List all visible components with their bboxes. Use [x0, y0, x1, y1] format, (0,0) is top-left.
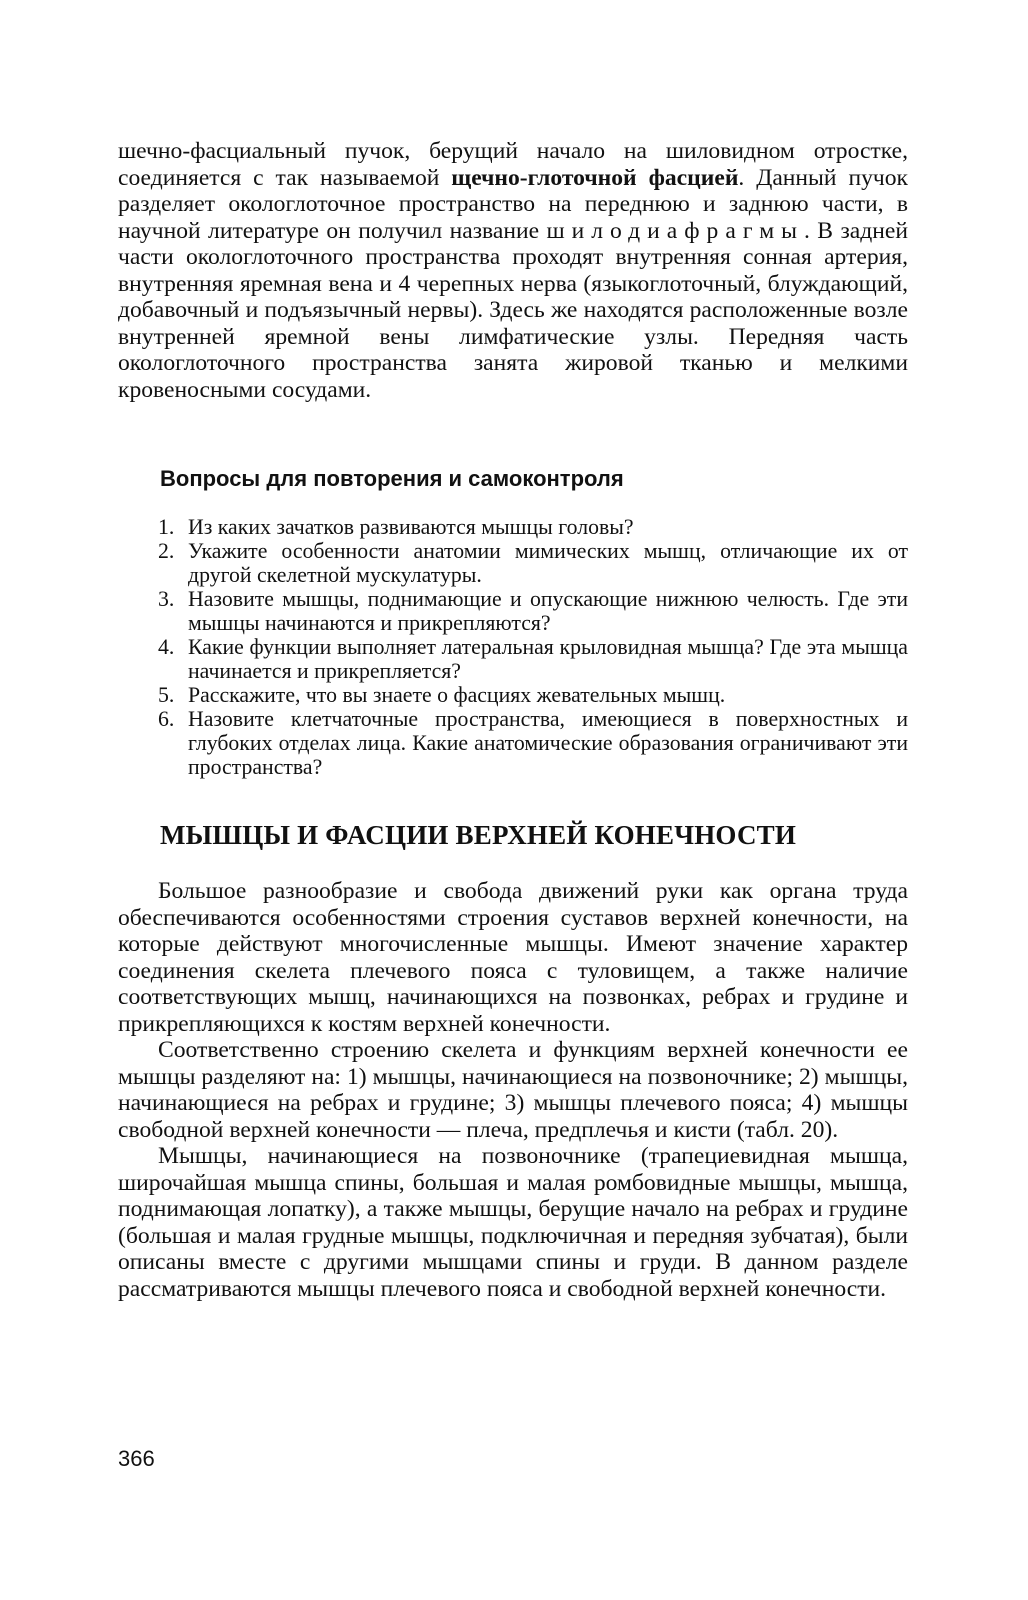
questions-block: [160, 466, 908, 492]
section-heading-block: [160, 820, 908, 851]
question-text: Какие функции выполняет латеральная крыловидная мышца? Где эта мышца начинается и прикрепляется?: [188, 635, 908, 683]
question-text: Назовите клетчаточные пространства, имеющиеся в поверхностных и глубоких отделах лица. Какие анатомические образования ограничивают эти пространства?: [188, 707, 908, 779]
question-number: 4.: [158, 635, 175, 659]
question-text: Назовите мышцы, поднимающие и опускающие нижнюю челюсть. Где эти мышцы начинаются и прикрепляются?: [188, 587, 908, 635]
question-text: Укажите особенности анатомии мимических мышц, отличающие их от другой скелетной мускулатуры.: [188, 539, 908, 587]
question-item: [158, 539, 908, 587]
spaced-term: шилодиафрагмы: [546, 217, 804, 244]
section-paragraph: Мышцы, начинающиеся на позвоночнике (трапециевидная мышца, широчайшая мышца спины, большая и малая ромбовидные мышцы, мышца, поднимающая лопатку), а также мышцы, берущие начало на ребрах и грудине (большая и малая грудные мышцы, подключичная и передняя зубчатая), были описаны вместе с другими мышцами спины и груди. В данном разделе рассматриваются мышцы плечевого пояса и свободной верхней конечности.: [118, 1143, 908, 1302]
question-item: [158, 683, 908, 707]
question-number: 2.: [158, 539, 175, 563]
question-text: Расскажите, что вы знаете о фасциях жевательных мышц.: [188, 683, 726, 707]
top-paragraph: [118, 138, 908, 403]
section-paragraph: Соответственно строению скелета и функциям верхней конечности ее мышцы разделяют на: 1) мышцы, начинающиеся на позвоночнике; 2) мышцы, начинающиеся на ребрах и грудине; 3) мышцы плечевого пояса; 4) мышцы свободной верхней конечности — плеча, предплечья и кисти (табл. 20).: [118, 1037, 908, 1143]
questions-title: Вопросы для повторения и самоконтроля: [160, 466, 624, 491]
page-number: 366: [118, 1446, 155, 1471]
bold-term: щечно-глоточной фасцией: [451, 164, 739, 191]
top-paragraph-start: шечно-фасциальный пучок, берущий начало на шиловидном отростке, соединяется с так называемой: [118, 138, 908, 191]
top-paragraph-end: . В задней части окологлоточного пространства проходят внутренняя сонная артерия, внутренняя яремная вена и 4 черепных нерва (языкоглоточный, блуждающий, добавочный и подъязычный нервы). Здесь же находятся расположенные возле внутренней яремной вены лимфатические узлы. Передняя часть окологлоточного пространства занята жировой тканью и мелкими кровеносными сосудами.: [118, 217, 908, 403]
questions-list-block: [158, 515, 908, 779]
section-title: МЫШЦЫ И ФАСЦИИ ВЕРХНЕЙ КОНЕЧНОСТИ: [160, 820, 797, 850]
question-item: [158, 635, 908, 683]
question-number: 3.: [158, 587, 175, 611]
question-item: [158, 515, 908, 539]
question-item: [158, 707, 908, 779]
section-body: [118, 878, 908, 1302]
top-paragraph-middle: . Данный пучок разделяет окологлоточное пространство на переднюю и заднюю части, в научной литературе он получил название: [118, 164, 908, 244]
question-number: 1.: [158, 515, 175, 539]
top-text-block: [118, 138, 908, 403]
question-text: Из каких зачатков развиваются мышцы головы?: [188, 515, 634, 539]
section-paragraph: Большое разнообразие и свобода движений руки как органа труда обеспечиваются особенностями строения суставов верхней конечности, на которые действуют многочисленные мышцы. Имеют значение характер соединения скелета плечевого пояса с туловищем, а также наличие соответствующих мышц, начинающихся на позвонках, ребрах и грудине и прикрепляющихся к костям верхней конечности.: [118, 878, 908, 1037]
question-number: 6.: [158, 707, 175, 731]
question-number: 5.: [158, 683, 175, 707]
question-item: [158, 587, 908, 635]
questions-list: [158, 515, 908, 779]
